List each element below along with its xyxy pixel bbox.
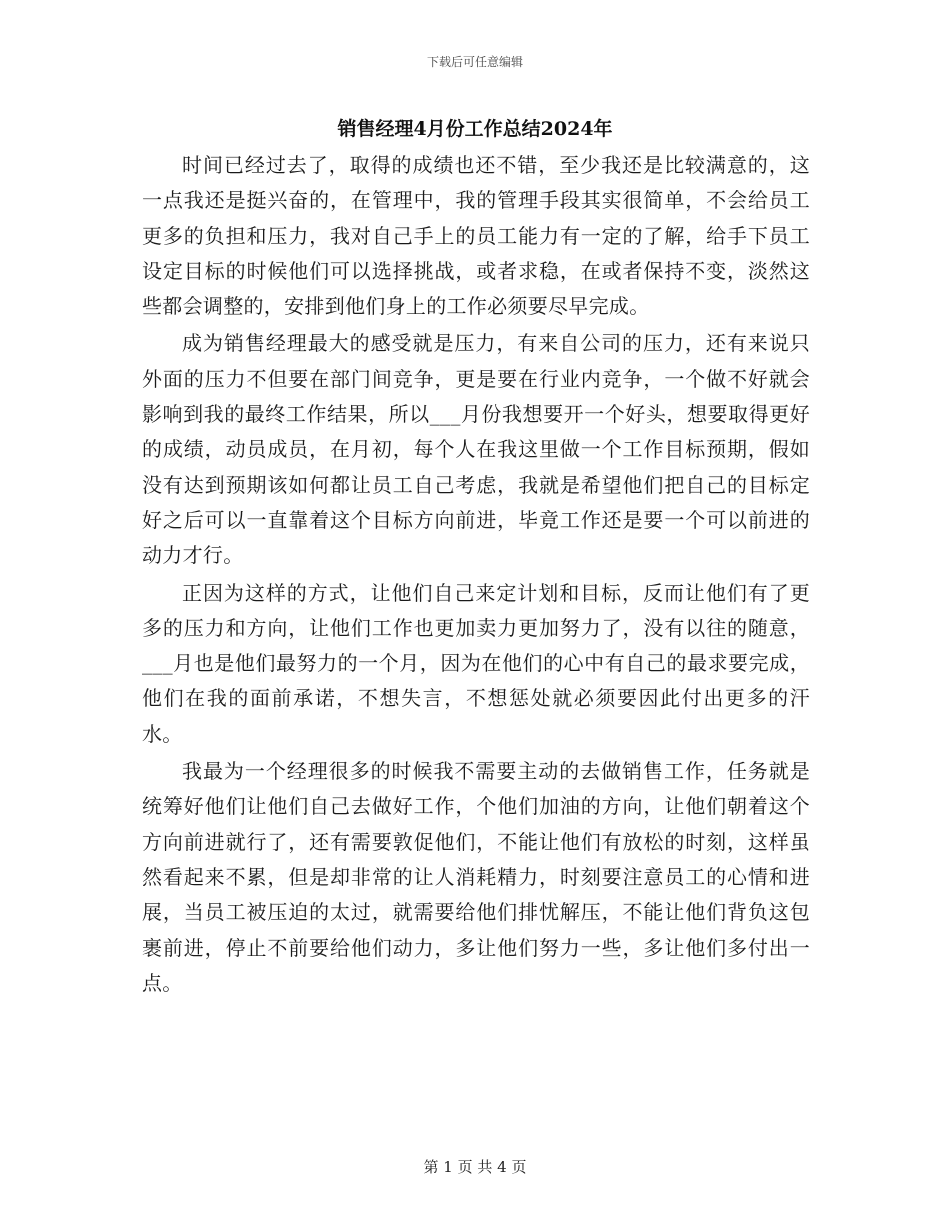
page-number: 第 1 页 共 4 页 xyxy=(423,1158,527,1176)
paragraph: 成为销售经理最大的感受就是压力，有来自公司的压力，还有来说只外面的压力不但要在部门间竞争，更是要在行业内竞争，一个做不好就会影响到我的最终工作结果，所以___月份我想要开一个好头，想要取得更好的成绩，动员成员，在月初，每个人在我这里做一个工作目标预期，假如没有达到预期该如何都让员工自己考虑，我就是希望他们把自己的目标定好之后可以一直靠着这个目标方向前进，毕竟工作还是要一个可以前进的动力才行。 xyxy=(142,331,810,568)
document-title: 销售经理4月份工作总结2024年 xyxy=(337,118,613,140)
header-note: 下载后可任意编辑 xyxy=(426,55,523,69)
paragraph: 正因为这样的方式，让他们自己来定计划和目标，反而让他们有了更多的压力和方向，让他们工作也更加卖力更加努力了，没有以往的随意，___月也是他们最努力的一个月，因为在他们的心中有自己的最求要完成，他们在我的面前承诺，不想失言，不想惩处就必须要因此付出更多的汗水。 xyxy=(142,580,810,746)
paragraph: 时间已经过去了，取得的成绩也还不错，至少我还是比较满意的，这一点我还是挺兴奋的，在管理中，我的管理手段其实很简单，不会给员工更多的负担和压力，我对自己手上的员工能力有一定的了解，给手下员工设定目标的时候他们可以选择挑战，或者求稳，在或者保持不变，淡然这些都会调整的，安排到他们身上的工作必须要尽早完成。 xyxy=(142,153,810,319)
document-body xyxy=(142,148,810,1001)
paragraph: 我最为一个经理很多的时候我不需要主动的去做销售工作，任务就是统筹好他们让他们自己去做好工作，个他们加油的方向，让他们朝着这个方向前进就行了，还有需要敦促他们，不能让他们有放松的时刻，这样虽然看起来不累，但是却非常的让人消耗精力，时刻要注意员工的心情和进展，当员工被压迫的太过，就需要给他们排忧解压，不能让他们背负这包裹前进，停止不前要给他们动力，多让他们努力一些，多让他们多付出一点。 xyxy=(142,759,810,995)
